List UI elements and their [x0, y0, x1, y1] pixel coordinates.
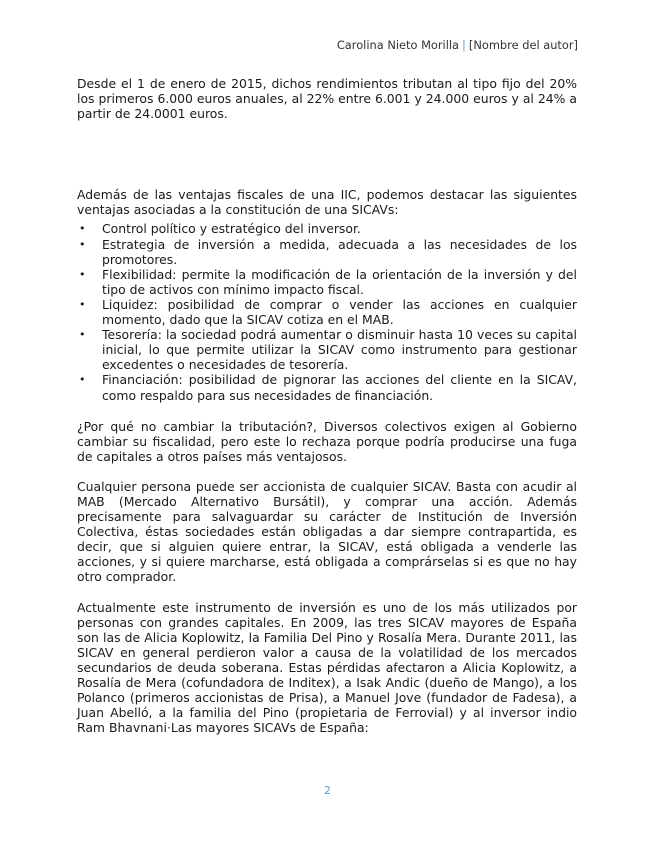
bullet-icon: • — [79, 222, 86, 236]
advantages-list — [77, 221, 577, 402]
author-placeholder: [Nombre del autor] — [468, 38, 578, 52]
paragraph-intro: Desde el 1 de enero de 2015, dichos rendimientos tributan al tipo fijo del 20% los primeros 6.000 euros anuales, al 22% entre 6.001 y 24.000 euros y al 24% a partir de 24.0001 euros. — [77, 76, 577, 122]
list-item-text: Liquidez: posibilidad de comprar o vender las acciones en cualquier momento, dado que la SICAV cotiza en el MAB. — [102, 296, 577, 328]
list-item-text: Estrategia de inversión a medida, adecuada a las necesidades de los promotores. — [102, 236, 577, 267]
paragraph-lead: Además de las ventajas fiscales de una IIC, podemos destacar las siguientes ventajas asociadas a la constitución de una SICAVs: — [77, 187, 577, 218]
bullet-icon: • — [79, 237, 86, 251]
paragraph-question: ¿Por qué no cambiar la tributación?, Diversos colectivos exigen al Gobierno cambiar su fiscalidad, pero este lo rechaza porque podría producirse una fuga de capitales a otros países más ventajosos. — [77, 418, 577, 464]
list-item — [77, 237, 577, 267]
list-item — [77, 267, 577, 297]
page-header — [337, 38, 578, 52]
list-item-text: Flexibilidad: permite la modificación de la orientación de la inversión y del tipo de activos con mínimo impacto fiscal. — [102, 266, 577, 297]
list-item-text: Financiación: posibilidad de pignorar las acciones del cliente en la SICAV, como respaldo para sus necesidades de financiación. — [102, 372, 577, 403]
list-item — [77, 372, 577, 402]
paragraph-current: Actualmente este instrumento de inversión es uno de los más utilizados por personas con grandes capitales. En 2009, las tres SICAV mayores de España son las de Alicia Koplowitz, la Familia Del Pino y Rosalía Mera. Durante 2011, las SICAV en general perdieron valor a causa de la volatilidad de los mercados secundarios de deuda soberana. Estas pérdidas afectaron a Alicia Koplowitz, a Rosalía de Mera (cofundadora de Inditex), a Isak Andic (dueño de Mango), a los Polanco (primeros accionistas de Prisa), a Manuel Jove (fundador de Fadesa), a Juan Abelló, a la familia del Pino (propietaria de Ferrovial) y al inversor indio Ram Bhavnani·Las mayores SICAVs de España: — [77, 599, 577, 736]
header-separator: | — [462, 38, 466, 52]
list-item-text: Control político y estratégico del inversor. — [102, 221, 361, 237]
list-item — [77, 297, 577, 327]
page-number: 2 — [324, 784, 331, 797]
bullet-icon: • — [79, 267, 86, 281]
bullet-icon: • — [79, 297, 86, 311]
bullet-icon: • — [79, 373, 86, 387]
page-body — [77, 76, 577, 750]
list-item — [77, 327, 577, 372]
paragraph-shareholder: Cualquier persona puede ser accionista de cualquier SICAV. Basta con acudir al MAB (Mercado Alternativo Bursátil), y comprar una acción. Además precisamente para salvaguardar su carácter de Institución de Inversión Colectiva, éstas sociedades están obligadas a dar siempre contrapartida, es decir, que si alguien quiere entrar, la SICAV, está obligada a venderle las acciones, y si quiere marcharse, está obligada a comprárselas si es que no hay otro comprador. — [77, 478, 577, 585]
bullet-icon: • — [79, 328, 86, 342]
author-name: Carolina Nieto Morilla — [336, 38, 460, 52]
list-item — [77, 221, 577, 236]
list-item-text: Tesorería: la sociedad podrá aumentar o disminuir hasta 10 veces su capital inicial, lo que permite utilizar la SICAV como instrumento para gestionar excedentes o necesidades de tesorería. — [102, 327, 577, 373]
